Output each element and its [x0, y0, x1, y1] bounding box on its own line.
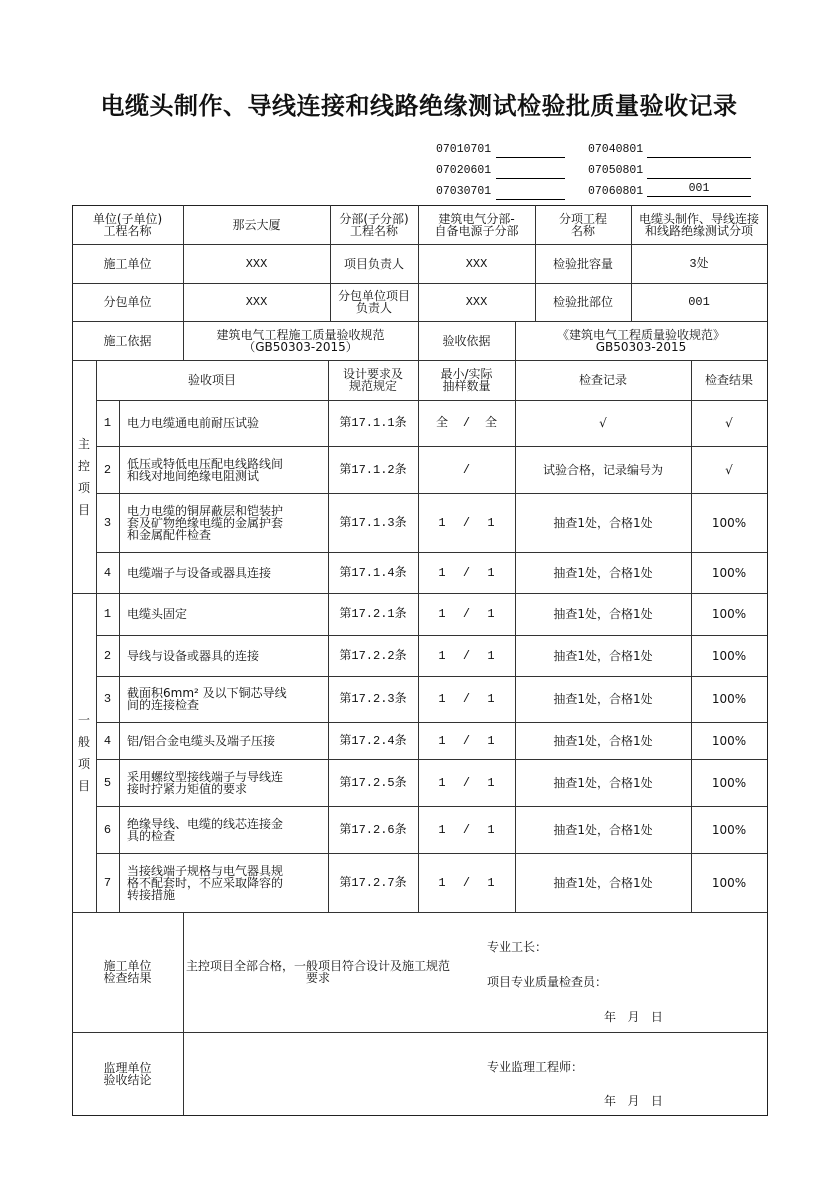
group-char: 目	[77, 502, 90, 517]
sample-min: 全	[436, 416, 449, 430]
contractor-conclusion-text: 主控项目全部合格，一般项目符合设计及施工规范 要求	[186, 959, 451, 985]
code-label: 07030701	[436, 185, 492, 198]
item-spec-text: 第17.2.4条	[339, 733, 407, 748]
grid-line	[119, 400, 120, 912]
sample-min: 1	[438, 822, 446, 837]
sample-min: 1	[438, 648, 446, 663]
subcontractor-value-text: XXX	[245, 295, 268, 309]
unit-value[interactable]	[183, 205, 330, 244]
table-border-left	[72, 205, 73, 1115]
item-number-text: 3	[103, 692, 112, 706]
item-number-text: 4	[103, 733, 112, 748]
sample-min: 1	[438, 692, 446, 706]
capacity-label	[535, 244, 631, 283]
item-result[interactable]	[691, 806, 767, 853]
item-number-text: 1	[103, 607, 112, 621]
sample-slash: /	[462, 515, 471, 530]
code-label: 07020601	[436, 164, 492, 177]
item-result-text: 100%	[711, 607, 747, 621]
item-record-text: 试验合格，记录编号为	[542, 462, 663, 477]
column-header-item-text: 验收项目	[187, 373, 236, 387]
item-record[interactable]	[515, 806, 691, 853]
grid-line	[183, 205, 184, 321]
accept-basis-value[interactable]	[515, 321, 767, 360]
column-header-result	[691, 360, 767, 400]
item-record-text: 抽查1处，合格1处	[553, 648, 653, 663]
pm-value-text: XXX	[465, 256, 488, 271]
grid-line	[96, 853, 767, 854]
item-name	[119, 722, 328, 759]
grid-line	[96, 635, 767, 636]
group-main-control	[72, 360, 96, 593]
subitem-label	[535, 205, 631, 244]
group-char: 项	[77, 480, 90, 495]
column-header-spec-text: 设计要求及 规范规定	[342, 367, 403, 393]
item-record-text: 抽查1处，合格1处	[553, 775, 653, 790]
group-char: 主	[77, 436, 90, 451]
item-result[interactable]	[691, 593, 767, 635]
location-value[interactable]	[631, 283, 767, 321]
item-record[interactable]	[515, 759, 691, 806]
column-header-record	[515, 360, 691, 400]
column-header-sample-text: 最小/实际 抽样数量	[440, 367, 493, 393]
group-char: 一	[77, 712, 90, 727]
group-char: 目	[77, 778, 90, 793]
item-spec-text: 第17.2.5条	[339, 775, 407, 790]
item-record[interactable]	[515, 493, 691, 552]
sub-pm-label-text: 分包单位项目 负责人	[337, 289, 410, 315]
column-header-spec	[328, 360, 418, 400]
code-field[interactable]	[496, 143, 565, 158]
item-record-text: 抽查1处，合格1处	[553, 692, 653, 706]
table-border-right	[767, 205, 768, 1115]
item-record[interactable]	[515, 446, 691, 493]
sample-slash: /	[462, 733, 471, 748]
item-name-text: 电缆端子与设备或器具连接	[127, 565, 272, 580]
item-number	[96, 676, 119, 722]
grid-line	[96, 446, 767, 447]
column-header-item	[96, 360, 328, 400]
capacity-value[interactable]	[631, 244, 767, 283]
sample-min: 1	[438, 775, 446, 790]
contractor-label	[72, 244, 183, 283]
basis-value-text: 建筑电气工程施工质量验收规范 （GB50303-2015）	[216, 327, 385, 354]
grid-line	[72, 912, 767, 913]
item-result-text: 100%	[711, 875, 747, 890]
sample-slash: /	[462, 565, 471, 580]
grid-line	[631, 205, 632, 321]
group-general	[72, 593, 96, 912]
item-spec	[328, 493, 418, 552]
basis-label-text: 施工依据	[103, 333, 152, 348]
item-result-text: 100%	[711, 515, 747, 530]
sample-actual: 全	[484, 416, 497, 430]
unit-value-text: 那云大厦	[232, 217, 281, 232]
subitem-value[interactable]	[631, 205, 767, 244]
grid-line	[96, 676, 767, 677]
code-field[interactable]	[496, 185, 565, 200]
item-spec-text: 第17.2.1条	[339, 607, 407, 621]
grid-line	[183, 321, 184, 360]
capacity-label-text: 检验批容量	[552, 256, 613, 271]
location-label-text: 检验批部位	[552, 295, 613, 309]
sample-actual: 1	[487, 822, 495, 837]
item-result-text: √	[725, 462, 733, 477]
code-label: 07010701	[436, 143, 492, 156]
contractor-value[interactable]	[183, 244, 330, 283]
grid-line	[96, 400, 767, 401]
subcontractor-label	[72, 283, 183, 321]
group-char: 控	[77, 458, 90, 473]
contractor-label-text: 施工单位	[103, 256, 152, 271]
item-number-text: 4	[103, 565, 112, 580]
grid-line	[96, 806, 767, 807]
item-sample[interactable]	[418, 446, 515, 493]
item-number	[96, 446, 119, 493]
code-label: 07050801	[588, 164, 644, 177]
item-result[interactable]	[691, 635, 767, 676]
grid-line	[418, 321, 419, 360]
item-number	[96, 552, 119, 593]
grid-line	[515, 360, 516, 912]
item-name	[119, 593, 328, 635]
sample-min: 1	[438, 515, 446, 530]
grid-line	[330, 205, 331, 321]
item-result[interactable]	[691, 493, 767, 552]
item-name	[119, 493, 328, 552]
supervisor-check-label-text: 监理单位 验收结论	[103, 1060, 152, 1087]
item-record[interactable]	[515, 676, 691, 722]
item-name-text: 采用螺纹型接线端子与导线连 接时拧紧力矩值的要求	[127, 769, 284, 796]
item-sample[interactable]	[418, 806, 515, 853]
item-number-text: 7	[103, 875, 112, 890]
item-spec-text: 第17.1.4条	[339, 565, 407, 580]
grid-line	[418, 205, 419, 321]
grid-line	[72, 244, 767, 245]
item-spec	[328, 400, 418, 446]
item-number	[96, 493, 119, 552]
subitem-value-text: 电缆头制作、导线连接 和线路绝缘测试分项	[638, 211, 759, 238]
inspector-signature[interactable]: 项目专业质量检查员：	[487, 975, 608, 989]
item-result[interactable]	[691, 552, 767, 593]
item-spec	[328, 552, 418, 593]
code-label: 07040801	[588, 143, 644, 156]
item-sample[interactable]	[418, 759, 515, 806]
sub-pm-label	[330, 283, 418, 321]
sample-actual: 1	[487, 648, 495, 663]
item-spec	[328, 722, 418, 759]
basis-value[interactable]	[183, 321, 418, 360]
grid-line	[96, 552, 767, 553]
item-record[interactable]	[515, 722, 691, 759]
sample-min: 1	[438, 565, 446, 580]
item-result[interactable]	[691, 676, 767, 722]
item-name-text: 铝/铝合金电缆头及端子压接	[127, 733, 276, 748]
subcontractor-value[interactable]	[183, 283, 330, 321]
sample-actual: 1	[487, 692, 495, 706]
sub-pm-value-text: XXX	[465, 295, 488, 309]
code-field[interactable]	[496, 164, 565, 179]
code-field[interactable]	[647, 164, 751, 179]
item-result[interactable]	[691, 853, 767, 912]
item-number-text: 5	[103, 775, 112, 790]
code-field[interactable]: 001	[647, 182, 751, 197]
grid-line	[72, 283, 767, 284]
contractor-check-label	[72, 912, 183, 1032]
sub-pm-value[interactable]	[418, 283, 535, 321]
contractor-check-label-text: 施工单位 检查结果	[103, 959, 152, 985]
division-label	[330, 205, 418, 244]
item-spec-text: 第17.2.2条	[339, 648, 407, 663]
item-sample[interactable]	[418, 400, 515, 446]
item-record-text: √	[599, 416, 607, 430]
grid-line	[96, 360, 97, 912]
pm-value[interactable]	[418, 244, 535, 283]
item-record-text: 抽查1处，合格1处	[553, 875, 653, 890]
sample-slash: /	[462, 462, 471, 477]
code-field[interactable]	[647, 143, 751, 158]
item-record-text: 抽查1处，合格1处	[553, 822, 653, 837]
item-name	[119, 635, 328, 676]
sample-min: 1	[438, 607, 446, 621]
item-record-text: 抽查1处，合格1处	[553, 515, 653, 530]
item-spec	[328, 676, 418, 722]
item-name	[119, 759, 328, 806]
item-number	[96, 400, 119, 446]
item-record[interactable]	[515, 552, 691, 593]
division-value-text: 建筑电气分部- 自备电源子分部	[434, 211, 519, 238]
sample-actual: 1	[487, 515, 495, 530]
code-label: 07060801	[588, 185, 644, 198]
foreman-signature[interactable]: 专业工长：	[487, 940, 548, 954]
supervisor-date[interactable]: 年 月 日	[604, 1094, 663, 1108]
division-value[interactable]	[418, 205, 535, 244]
capacity-value-text: 3处	[689, 256, 709, 271]
item-result-text: 100%	[711, 565, 747, 580]
contractor-value-text: XXX	[245, 256, 268, 271]
item-result-text: 100%	[711, 775, 747, 790]
sample-actual: 1	[487, 775, 495, 790]
item-number	[96, 635, 119, 676]
item-spec	[328, 853, 418, 912]
item-name-text: 电力电缆的铜屏蔽层和铠装护 套及矿物绝缘电缆的金属护套 和金属配件检查	[127, 503, 284, 542]
sample-slash: /	[462, 416, 471, 430]
item-spec-text: 第17.1.1条	[339, 416, 407, 430]
group-char: 项	[77, 756, 90, 771]
item-sample[interactable]	[418, 593, 515, 635]
column-header-sample	[418, 360, 515, 400]
item-name	[119, 853, 328, 912]
item-sample[interactable]	[418, 552, 515, 593]
item-result[interactable]	[691, 759, 767, 806]
item-spec-text: 第17.1.3条	[339, 515, 407, 530]
sample-slash: /	[462, 648, 471, 663]
grid-line	[96, 722, 767, 723]
item-number	[96, 759, 119, 806]
item-name	[119, 400, 328, 446]
item-record[interactable]	[515, 853, 691, 912]
pm-label	[330, 244, 418, 283]
unit-label-text: 单位(子单位) 工程名称	[92, 211, 163, 238]
sample-slash: /	[462, 822, 471, 837]
supervisor-check-label	[72, 1032, 183, 1115]
item-number	[96, 593, 119, 635]
item-name-text: 电缆头固定	[127, 607, 188, 621]
item-name-text: 截面积6mm² 及以下铜芯导线 间的连接检查	[127, 686, 287, 712]
sample-actual: 1	[487, 565, 495, 580]
basis-label	[72, 321, 183, 360]
item-name	[119, 806, 328, 853]
item-name-text: 低压或特低电压配电线路线间 和线对地间绝缘电阻测试	[127, 456, 284, 483]
sample-min: 1	[438, 733, 446, 748]
group-char: 般	[77, 734, 90, 749]
division-label-text: 分部(子分部) 工程名称	[339, 211, 409, 238]
item-result[interactable]	[691, 400, 767, 446]
item-number	[96, 806, 119, 853]
page-title: 电缆头制作、导线连接和线路绝缘测试检验批质量验收记录	[100, 92, 738, 120]
item-spec-text: 第17.1.2条	[339, 462, 407, 477]
sample-slash: /	[462, 775, 471, 790]
item-spec	[328, 635, 418, 676]
item-result-text: 100%	[711, 733, 747, 748]
item-spec-text: 第17.2.6条	[339, 822, 407, 837]
item-name-text: 电力电缆通电前耐压试验	[127, 416, 260, 430]
item-sample[interactable]	[418, 853, 515, 912]
item-result-text: 100%	[711, 822, 747, 837]
grid-line	[535, 205, 536, 321]
item-number	[96, 853, 119, 912]
item-name	[119, 552, 328, 593]
contractor-conclusion[interactable]	[183, 912, 480, 1032]
item-record[interactable]	[515, 593, 691, 635]
sample-slash: /	[462, 692, 471, 706]
item-record-text: 抽查1处，合格1处	[553, 607, 653, 621]
item-spec	[328, 759, 418, 806]
item-result-text: √	[725, 416, 733, 430]
item-spec-text: 第17.2.3条	[339, 692, 407, 706]
item-name-text: 导线与设备或器具的连接	[127, 648, 260, 663]
grid-line	[691, 360, 692, 912]
grid-line	[418, 360, 419, 912]
item-result-text: 100%	[711, 692, 747, 706]
grid-line	[72, 321, 767, 322]
grid-line	[515, 321, 516, 360]
item-number	[96, 722, 119, 759]
table-border-top	[72, 205, 768, 206]
item-number-text: 3	[103, 515, 112, 530]
subitem-label-text: 分项工程 名称	[558, 211, 607, 238]
item-number-text: 2	[103, 462, 112, 477]
item-result[interactable]	[691, 722, 767, 759]
sample-actual: 1	[487, 875, 495, 890]
grid-line	[72, 360, 767, 361]
item-name-text: 绝缘导线、电缆的线芯连接金 具的检查	[127, 816, 284, 843]
unit-label	[72, 205, 183, 244]
item-record[interactable]	[515, 400, 691, 446]
grid-line	[96, 759, 767, 760]
sample-slash: /	[462, 607, 471, 621]
contractor-date[interactable]: 年 月 日	[604, 1010, 663, 1024]
supervisor-signature[interactable]: 专业监理工程师：	[487, 1060, 584, 1074]
item-number-text: 6	[103, 822, 112, 837]
item-record-text: 抽查1处，合格1处	[553, 565, 653, 580]
item-spec	[328, 446, 418, 493]
accept-basis-label-text: 验收依据	[442, 333, 491, 348]
item-sample[interactable]	[418, 635, 515, 676]
item-spec	[328, 806, 418, 853]
item-result[interactable]	[691, 446, 767, 493]
grid-line	[183, 912, 184, 1115]
sample-actual: 1	[487, 733, 495, 748]
subcontractor-label-text: 分包单位	[103, 295, 152, 309]
sample-min: 1	[438, 875, 446, 890]
item-result-text: 100%	[711, 648, 747, 663]
item-sample[interactable]	[418, 493, 515, 552]
item-name	[119, 676, 328, 722]
item-record-text: 抽查1处，合格1处	[553, 733, 653, 748]
grid-line	[328, 360, 329, 912]
item-spec	[328, 593, 418, 635]
item-number-text: 1	[103, 416, 112, 430]
pm-label-text: 项目负责人	[343, 256, 404, 271]
item-name	[119, 446, 328, 493]
item-sample[interactable]	[418, 722, 515, 759]
table-border-bottom	[72, 1115, 768, 1116]
column-header-record-text: 检查记录	[578, 373, 627, 387]
column-header-result-text: 检查结果	[704, 373, 753, 387]
sample-actual: 1	[487, 607, 495, 621]
item-sample[interactable]	[418, 676, 515, 722]
accept-basis-label	[418, 321, 515, 360]
grid-line	[96, 493, 767, 494]
location-value-text: 001	[688, 295, 710, 309]
sample-slash: /	[462, 875, 471, 890]
item-number-text: 2	[103, 648, 112, 663]
item-spec-text: 第17.2.7条	[339, 875, 407, 890]
item-record[interactable]	[515, 635, 691, 676]
item-name-text: 当接线端子规格与电气器具规 格不配套时，不应采取降容的 转接措施	[127, 863, 284, 902]
grid-line	[72, 593, 767, 594]
location-label	[535, 283, 631, 321]
accept-basis-value-text: 《建筑电气工程质量验收规范》 GB50303-2015	[556, 327, 725, 354]
grid-line	[72, 1032, 767, 1033]
